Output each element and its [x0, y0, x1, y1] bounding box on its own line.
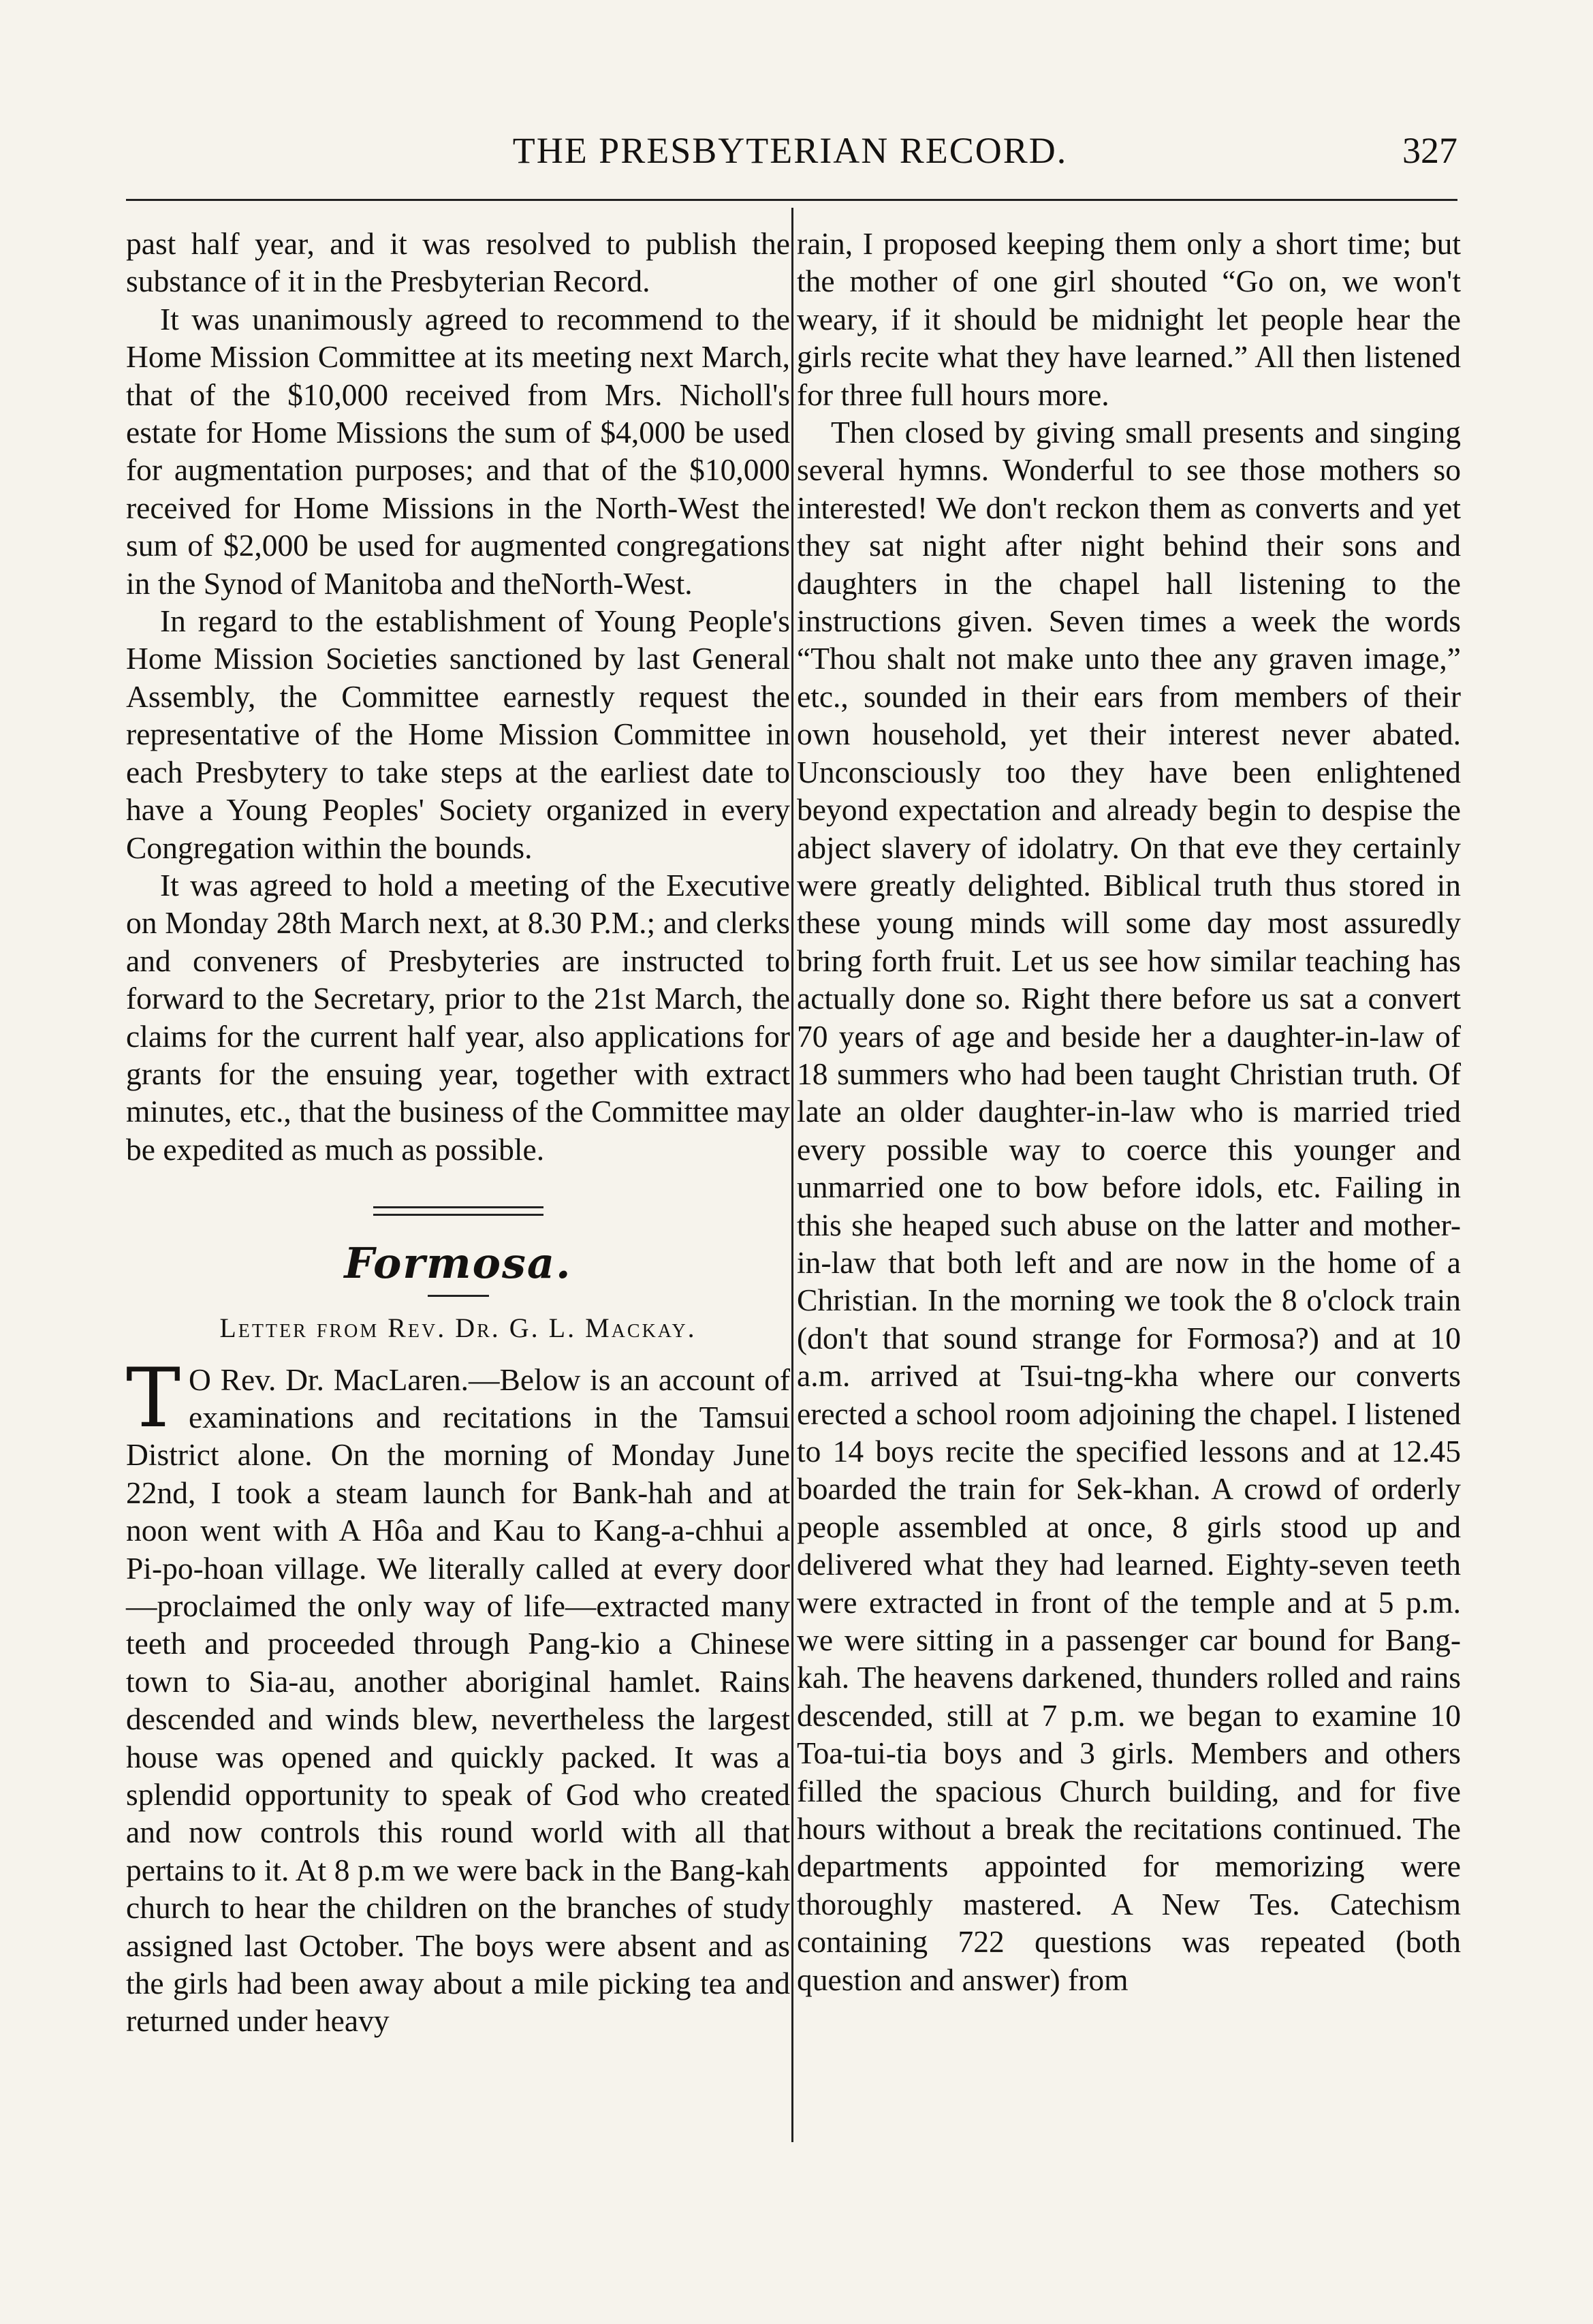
paragraph: It was unanimously agreed to recommend to the Home Mission Committee at its meeting next March, that of the $10,000 received from Mrs. Nicholl's estate for Home Missions the sum of $4,000 be used for augmentation purposes; and that of the $10,000 received for Home Missions in the North-West the sum of $2,000 be used for augmented congregations in the Synod of Manitoba and theNorth-West.: [126, 301, 790, 601]
paragraph: It was agreed to hold a meeting of the Executive on Monday 28th March next, at 8.30 P.M.; and clerks and conveners of Presbyteries are instructed to forward to the Secretary, prior to the 21st March, the claims for the current half year, also applications for grants for the ensuing year, together with extract minutes, etc., that the business of the Committee may be expedited as much as possible.: [126, 867, 790, 1167]
letter-byline: Letter from Rev. Dr. G. L. Mackay.: [219, 1313, 697, 1344]
section-title: Formosa.: [344, 1238, 572, 1289]
right-column: [797, 225, 1461, 1998]
paragraph: past half year, and it was resolved to publish the substance of it in the Presbyterian Record.: [126, 226, 790, 299]
page-header: [123, 129, 1457, 184]
publication-title: THE PRESBYTERIAN RECORD.: [512, 130, 1068, 171]
paragraph: rain, I proposed keeping them only a short time; but the mother of one girl shouted “Go on, we won't weary, if it should be midnight let people hear the girls recite what they have learned.” All then listened for three full hours more.: [797, 226, 1461, 412]
paragraph: O Rev. Dr. MacLaren.—Below is an account of examinations and recitations in the Tamsui District alone. On the morning of Monday June 22nd, I took a steam launch for Bank-hah and at noon went with A Hôa and Kau to Kang-a-chhui a Pi-po-hoan village. We literally called at every door—proclaimed the only way of life—extracted many teeth and proceeded through Pang-kio a Chinese town to Sia-au, another aboriginal hamlet. Rains descended and winds blew, nevertheless the largest house was opened and quickly packed. It was a splendid opportunity to speak of God who created and now controls this round world with all that pertains to it. At 8 p.m we were back in the Bang-kah church to hear the children on the branches of study assigned last October. The boys were absent and as the girls had been away about a mile picking tea and returned under heavy: [126, 1362, 790, 2039]
header-rule: [126, 199, 1457, 201]
column-divider: [791, 208, 793, 2142]
drop-cap: T: [126, 1351, 181, 1446]
letter-body: [126, 1351, 790, 2040]
paragraph: Then closed by giving small presents and singing several hymns. Wonderful to see those mothers so interested! We don't reckon them as converts and yet they sat night after night behind their sons and daughters in the chapel hall listening to the instructions given. Seven times a week the words “Thou shalt not make unto thee any graven image,” etc., sounded in their ears from members of their own household, yet their interest never abated. Unconsciously too they have been enlightened beyond expectation and already begin to despise the abject slavery of idolatry. On that eve they certainly were greatly delighted. Biblical truth thus stored in these young minds will some day most assuredly bring forth fruit. Let us see how similar teaching has actually done so. Right there before us sat a convert 70 years of age and beside her a daughter-in-law of 18 summers who had been taught Christian truth. Of late an older daughter-in-law who is married tried every possible way to coerce this younger and unmarried one to bow before idols, etc. Failing in this she heaped such abuse on the latter and mother-in-law that both left and are now in the home of a Christian. In the morning we took the 8 o'clock train (don't that sound strange for Formosa?) and at 10 a.m. arrived at Tsui-tng-kha where our converts erected a school room adjoining the chapel. I listened to 14 boys recite the specified lessons and at 12.45 boarded the train for Sek-khan. A crowd of orderly people assembled at once, 8 girls stood up and delivered what they had learned. Eighty-seven teeth were extracted in front of the temple and at 5 p.m. we were sitting in a passenger car bound for Bang-kah. The heavens darkened, thunders rolled and rains descended, still at 7 p.m. we began to examine 10 Toa-tui-tia boys and 3 girls. Members and others filled the spacious Church building, and for five hours without a break the recitations continued. The departments appointed for memorizing were thoroughly mastered. A New Tes. Catechism containing 722 questions was repeated (both question and answer) from: [797, 415, 1461, 1997]
section-divider: [373, 1206, 543, 1216]
paragraph: In regard to the establishment of Young People's Home Mission Societies sanctioned by last General Assembly, the Committee earnestly request the representative of the Home Mission Committee in each Presbytery to take steps at the earliest date to have a Young Peoples' Society organized in every Congregation within the bounds.: [126, 603, 790, 865]
page-number: 327: [1402, 130, 1457, 171]
left-column: [126, 225, 790, 2040]
title-rule: [428, 1295, 489, 1297]
